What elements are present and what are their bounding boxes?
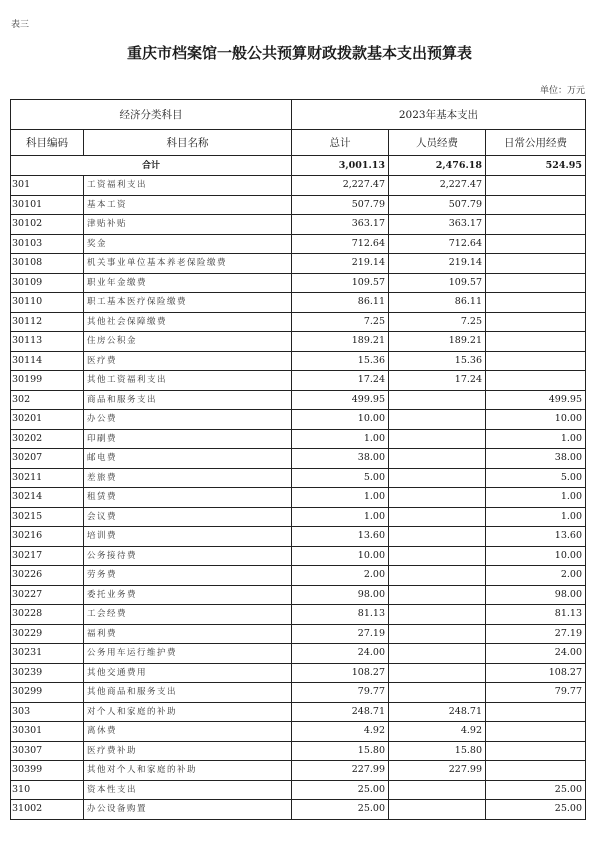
row-name: 津贴补贴 bbox=[84, 215, 292, 235]
row-total: 219.14 bbox=[292, 254, 389, 274]
row-name: 办公费 bbox=[84, 410, 292, 430]
row-total: 109.57 bbox=[292, 273, 389, 293]
row-total: 27.19 bbox=[292, 624, 389, 644]
row-code: 310 bbox=[11, 780, 84, 800]
row-personnel bbox=[389, 585, 486, 605]
row-public bbox=[486, 234, 586, 254]
row-code: 30301 bbox=[11, 722, 84, 742]
row-total: 4.92 bbox=[292, 722, 389, 742]
row-total: 7.25 bbox=[292, 312, 389, 332]
row-personnel: 7.25 bbox=[389, 312, 486, 332]
table-row bbox=[11, 741, 586, 761]
row-public: 98.00 bbox=[486, 585, 586, 605]
row-name: 奖金 bbox=[84, 234, 292, 254]
row-public: 25.00 bbox=[486, 800, 586, 820]
row-public bbox=[486, 332, 586, 352]
header-basic-expenditure-2023: 2023年基本支出 bbox=[292, 100, 586, 130]
row-total: 363.17 bbox=[292, 215, 389, 235]
row-public bbox=[486, 176, 586, 196]
table-row bbox=[11, 293, 586, 313]
row-personnel bbox=[389, 527, 486, 547]
row-code: 30227 bbox=[11, 585, 84, 605]
row-name: 商品和服务支出 bbox=[84, 390, 292, 410]
row-code: 30201 bbox=[11, 410, 84, 430]
row-personnel bbox=[389, 624, 486, 644]
row-code: 30217 bbox=[11, 546, 84, 566]
row-total: 10.00 bbox=[292, 410, 389, 430]
row-total: 2,227.47 bbox=[292, 176, 389, 196]
row-name: 福利费 bbox=[84, 624, 292, 644]
row-code: 301 bbox=[11, 176, 84, 196]
row-total: 507.79 bbox=[292, 195, 389, 215]
row-code: 30226 bbox=[11, 566, 84, 586]
row-public: 499.95 bbox=[486, 390, 586, 410]
row-name: 公务接待费 bbox=[84, 546, 292, 566]
table-row bbox=[11, 761, 586, 781]
row-public: 2.00 bbox=[486, 566, 586, 586]
table-row bbox=[11, 800, 586, 820]
header-group-row bbox=[11, 100, 586, 130]
row-code: 302 bbox=[11, 390, 84, 410]
row-name: 机关事业单位基本养老保险缴费 bbox=[84, 254, 292, 274]
row-name: 其他社会保障缴费 bbox=[84, 312, 292, 332]
table-row bbox=[11, 215, 586, 235]
row-name: 租赁费 bbox=[84, 488, 292, 508]
row-code: 30109 bbox=[11, 273, 84, 293]
row-personnel: 189.21 bbox=[389, 332, 486, 352]
row-code: 30113 bbox=[11, 332, 84, 352]
table-row bbox=[11, 254, 586, 274]
row-total: 13.60 bbox=[292, 527, 389, 547]
row-personnel: 219.14 bbox=[389, 254, 486, 274]
table-row bbox=[11, 585, 586, 605]
row-name: 邮电费 bbox=[84, 449, 292, 469]
row-public: 108.27 bbox=[486, 663, 586, 683]
row-public: 81.13 bbox=[486, 605, 586, 625]
row-code: 30114 bbox=[11, 351, 84, 371]
table-row bbox=[11, 566, 586, 586]
row-total: 38.00 bbox=[292, 449, 389, 469]
table-row bbox=[11, 429, 586, 449]
table-row bbox=[11, 176, 586, 196]
row-total: 1.00 bbox=[292, 429, 389, 449]
row-personnel: 248.71 bbox=[389, 702, 486, 722]
total-public: 524.95 bbox=[486, 156, 586, 176]
row-personnel bbox=[389, 390, 486, 410]
row-personnel bbox=[389, 683, 486, 703]
row-personnel bbox=[389, 780, 486, 800]
row-total: 5.00 bbox=[292, 468, 389, 488]
table-row bbox=[11, 663, 586, 683]
page-title: 重庆市档案馆一般公共预算财政拨款基本支出预算表 bbox=[126, 44, 472, 62]
table-row bbox=[11, 780, 586, 800]
row-total: 1.00 bbox=[292, 488, 389, 508]
budget-table bbox=[10, 99, 586, 820]
row-total: 1.00 bbox=[292, 507, 389, 527]
row-public bbox=[486, 195, 586, 215]
row-name: 工资福利支出 bbox=[84, 176, 292, 196]
row-personnel: 15.80 bbox=[389, 741, 486, 761]
row-code: 30207 bbox=[11, 449, 84, 469]
table-row bbox=[11, 546, 586, 566]
table-row bbox=[11, 527, 586, 547]
row-code: 30101 bbox=[11, 195, 84, 215]
row-total: 79.77 bbox=[292, 683, 389, 703]
row-code: 30229 bbox=[11, 624, 84, 644]
row-personnel bbox=[389, 605, 486, 625]
row-code: 30112 bbox=[11, 312, 84, 332]
table-row bbox=[11, 312, 586, 332]
table-row bbox=[11, 605, 586, 625]
row-public bbox=[486, 293, 586, 313]
row-name: 印刷费 bbox=[84, 429, 292, 449]
table-row bbox=[11, 722, 586, 742]
header-column-row bbox=[11, 130, 586, 156]
row-total: 108.27 bbox=[292, 663, 389, 683]
row-personnel: 17.24 bbox=[389, 371, 486, 391]
total-label: 合计 bbox=[11, 156, 292, 176]
table-row bbox=[11, 332, 586, 352]
row-personnel: 227.99 bbox=[389, 761, 486, 781]
header-name: 科目名称 bbox=[84, 130, 292, 156]
row-name: 其他对个人和家庭的补助 bbox=[84, 761, 292, 781]
row-name: 职业年金缴费 bbox=[84, 273, 292, 293]
row-total: 248.71 bbox=[292, 702, 389, 722]
row-code: 30299 bbox=[11, 683, 84, 703]
row-code: 30199 bbox=[11, 371, 84, 391]
header-total: 总计 bbox=[292, 130, 389, 156]
table-row bbox=[11, 273, 586, 293]
row-code: 31002 bbox=[11, 800, 84, 820]
row-name: 其他工资福利支出 bbox=[84, 371, 292, 391]
table-row bbox=[11, 468, 586, 488]
row-personnel: 109.57 bbox=[389, 273, 486, 293]
row-public bbox=[486, 722, 586, 742]
table-row bbox=[11, 624, 586, 644]
row-total: 189.21 bbox=[292, 332, 389, 352]
header-code: 科目编码 bbox=[11, 130, 84, 156]
row-personnel bbox=[389, 644, 486, 664]
row-personnel bbox=[389, 468, 486, 488]
row-code: 30211 bbox=[11, 468, 84, 488]
row-public bbox=[486, 371, 586, 391]
row-personnel bbox=[389, 429, 486, 449]
table-row bbox=[11, 410, 586, 430]
row-public bbox=[486, 215, 586, 235]
row-code: 30231 bbox=[11, 644, 84, 664]
row-public bbox=[486, 702, 586, 722]
row-total: 712.64 bbox=[292, 234, 389, 254]
table-row bbox=[11, 195, 586, 215]
row-public: 24.00 bbox=[486, 644, 586, 664]
row-name: 离休费 bbox=[84, 722, 292, 742]
table-row bbox=[11, 702, 586, 722]
row-personnel bbox=[389, 800, 486, 820]
row-public bbox=[486, 312, 586, 332]
row-name: 其他交通费用 bbox=[84, 663, 292, 683]
row-personnel bbox=[389, 663, 486, 683]
row-total: 227.99 bbox=[292, 761, 389, 781]
row-name: 医疗费补助 bbox=[84, 741, 292, 761]
table-row bbox=[11, 507, 586, 527]
row-name: 基本工资 bbox=[84, 195, 292, 215]
row-name: 委托业务费 bbox=[84, 585, 292, 605]
row-total: 17.24 bbox=[292, 371, 389, 391]
row-personnel bbox=[389, 449, 486, 469]
row-code: 30307 bbox=[11, 741, 84, 761]
row-personnel: 712.64 bbox=[389, 234, 486, 254]
row-code: 30110 bbox=[11, 293, 84, 313]
row-total: 10.00 bbox=[292, 546, 389, 566]
table-number-label: 表三 bbox=[11, 20, 30, 30]
row-total: 25.00 bbox=[292, 800, 389, 820]
row-code: 30239 bbox=[11, 663, 84, 683]
row-public bbox=[486, 351, 586, 371]
row-public: 1.00 bbox=[486, 488, 586, 508]
total-row bbox=[11, 156, 586, 176]
row-public: 27.19 bbox=[486, 624, 586, 644]
unit-label: 单位：万元 bbox=[539, 86, 585, 96]
row-name: 办公设备购置 bbox=[84, 800, 292, 820]
table-row bbox=[11, 390, 586, 410]
row-code: 30102 bbox=[11, 215, 84, 235]
row-name: 对个人和家庭的补助 bbox=[84, 702, 292, 722]
table-row bbox=[11, 488, 586, 508]
row-total: 2.00 bbox=[292, 566, 389, 586]
row-public: 1.00 bbox=[486, 507, 586, 527]
row-name: 会议费 bbox=[84, 507, 292, 527]
row-name: 培训费 bbox=[84, 527, 292, 547]
row-name: 工会经费 bbox=[84, 605, 292, 625]
row-total: 81.13 bbox=[292, 605, 389, 625]
row-public: 10.00 bbox=[486, 546, 586, 566]
row-public bbox=[486, 761, 586, 781]
row-public: 79.77 bbox=[486, 683, 586, 703]
row-public: 25.00 bbox=[486, 780, 586, 800]
row-personnel bbox=[389, 566, 486, 586]
row-code: 30228 bbox=[11, 605, 84, 625]
row-total: 25.00 bbox=[292, 780, 389, 800]
row-total: 15.80 bbox=[292, 741, 389, 761]
row-total: 499.95 bbox=[292, 390, 389, 410]
table-row bbox=[11, 234, 586, 254]
row-total: 24.00 bbox=[292, 644, 389, 664]
row-public: 10.00 bbox=[486, 410, 586, 430]
row-name: 公务用车运行维护费 bbox=[84, 644, 292, 664]
row-name: 资本性支出 bbox=[84, 780, 292, 800]
total-total: 3,001.13 bbox=[292, 156, 389, 176]
row-code: 30216 bbox=[11, 527, 84, 547]
row-name: 劳务费 bbox=[84, 566, 292, 586]
row-total: 86.11 bbox=[292, 293, 389, 313]
row-name: 住房公积金 bbox=[84, 332, 292, 352]
row-personnel bbox=[389, 410, 486, 430]
row-name: 职工基本医疗保险缴费 bbox=[84, 293, 292, 313]
row-code: 30108 bbox=[11, 254, 84, 274]
table-row bbox=[11, 644, 586, 664]
row-public bbox=[486, 273, 586, 293]
row-personnel bbox=[389, 507, 486, 527]
row-public: 13.60 bbox=[486, 527, 586, 547]
row-name: 医疗费 bbox=[84, 351, 292, 371]
row-public: 38.00 bbox=[486, 449, 586, 469]
row-public: 1.00 bbox=[486, 429, 586, 449]
row-personnel: 2,227.47 bbox=[389, 176, 486, 196]
row-code: 30215 bbox=[11, 507, 84, 527]
row-personnel: 15.36 bbox=[389, 351, 486, 371]
header-economic-classification: 经济分类科目 bbox=[11, 100, 292, 130]
header-personnel: 人员经费 bbox=[389, 130, 486, 156]
row-personnel: 507.79 bbox=[389, 195, 486, 215]
row-total: 15.36 bbox=[292, 351, 389, 371]
row-code: 30214 bbox=[11, 488, 84, 508]
row-code: 303 bbox=[11, 702, 84, 722]
row-code: 30103 bbox=[11, 234, 84, 254]
table-row bbox=[11, 371, 586, 391]
row-public bbox=[486, 254, 586, 274]
total-personnel: 2,476.18 bbox=[389, 156, 486, 176]
row-personnel: 86.11 bbox=[389, 293, 486, 313]
row-public: 5.00 bbox=[486, 468, 586, 488]
row-name: 差旅费 bbox=[84, 468, 292, 488]
row-total: 98.00 bbox=[292, 585, 389, 605]
header-public: 日常公用经费 bbox=[486, 130, 586, 156]
row-personnel bbox=[389, 546, 486, 566]
row-name: 其他商品和服务支出 bbox=[84, 683, 292, 703]
row-code: 30202 bbox=[11, 429, 84, 449]
table-row bbox=[11, 351, 586, 371]
row-code: 30399 bbox=[11, 761, 84, 781]
table-row bbox=[11, 449, 586, 469]
row-personnel bbox=[389, 488, 486, 508]
table-row bbox=[11, 683, 586, 703]
row-personnel: 363.17 bbox=[389, 215, 486, 235]
row-personnel: 4.92 bbox=[389, 722, 486, 742]
row-public bbox=[486, 741, 586, 761]
